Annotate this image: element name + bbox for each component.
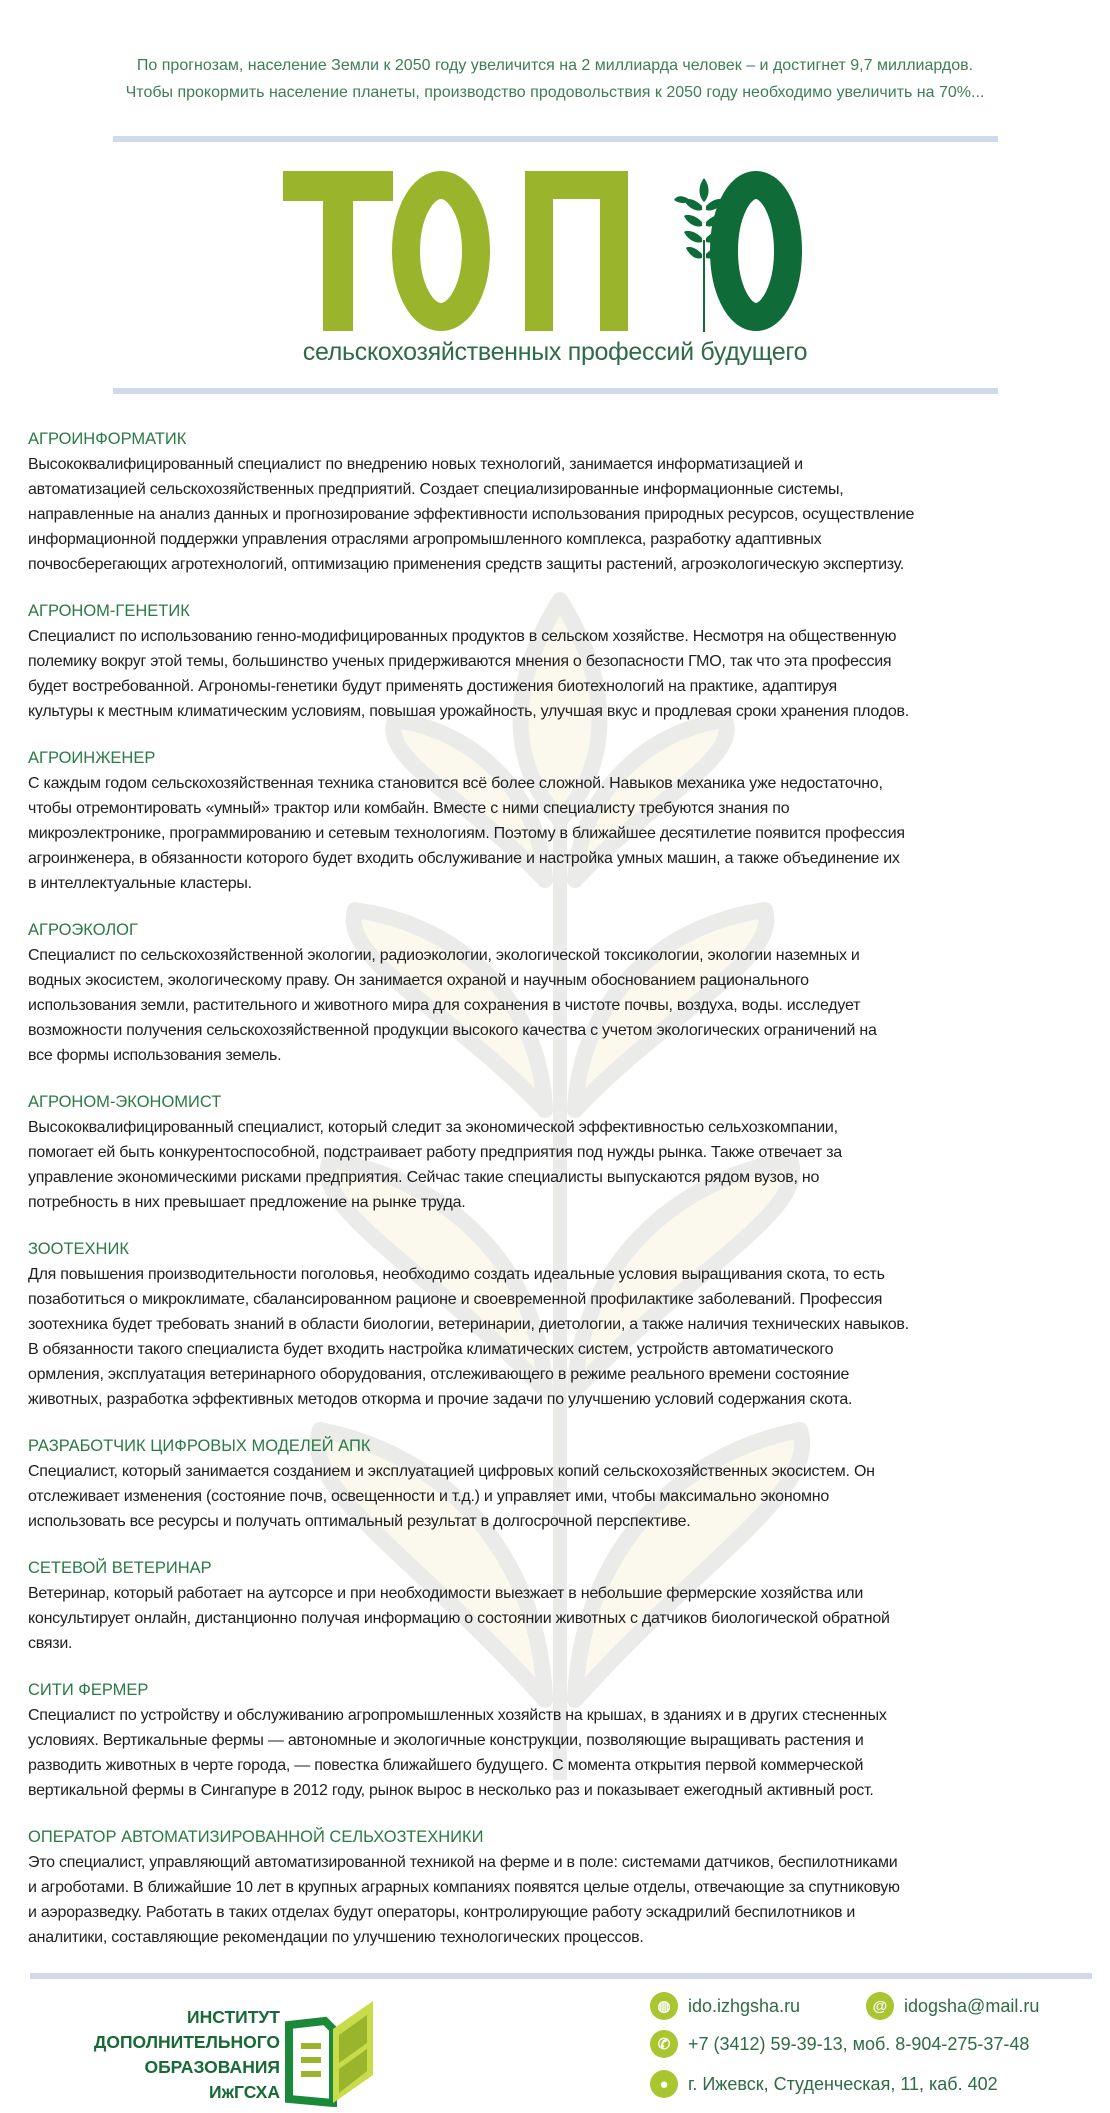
profession-block	[28, 1090, 1098, 1215]
at-icon: @	[866, 1992, 894, 2020]
profession-title: АГРОЭКОЛОГ	[28, 921, 138, 939]
website-link[interactable]	[650, 1992, 800, 2020]
profession-block	[28, 427, 1098, 577]
profession-description-line: Высококвалифицированный специалист по внедрению новых технологий, занимается информатизацией и	[28, 456, 803, 473]
globe-icon: ◍	[650, 1992, 678, 2020]
address-text: г. Ижевск, Студенческая, 11, каб. 402	[688, 2073, 998, 2094]
profession-title: АГРОНОМ-ЭКОНОМИСТ	[28, 1093, 222, 1111]
profession-description-line: В обязанности такого специалиста будет входить настройка климатических систем, устройств автоматического	[28, 1341, 834, 1358]
address	[650, 2070, 998, 2098]
profession-block	[28, 1237, 1098, 1412]
profession-description-line: Высококвалифицированный специалист, который следит за экономической эффективностью сельхозкомпании,	[28, 1119, 838, 1136]
profession-description-line: водных экосистем, экологическому праву. Он занимается охраной и научным обоснованием рационального	[28, 972, 809, 989]
profession-description-line: разводить животных в черте города, — повестка ближайшего будущего. С момента открытия первой коммерческой	[28, 1757, 864, 1774]
profession-description-line: потребность в них превышает предложение на рынке труда.	[28, 1194, 466, 1211]
profession-description-line: Специалист по использованию генно-модифицированных продуктов в сельском хозяйстве. Несмотря на общественную	[28, 628, 897, 645]
profession-description-line: условиях. Вертикальные фермы — автономные и экологичные конструкции, позволяющие выращивать растения и	[28, 1732, 864, 1749]
profession-block	[28, 746, 1098, 896]
profession-description-line: Специалист по устройству и обслуживанию агропромышленных хозяйств на крышах, в зданиях и в других стесненных	[28, 1707, 887, 1724]
profession-description-line: использования земли, растительного и животного мира для сохранения в чистоте почвы, воздуха, воды. исследует	[28, 997, 861, 1014]
profession-description-line: и аэроразведку. Работать в таких отделах будут операторы, контролирующие работу эскадрилий беспилотников и	[28, 1904, 856, 1921]
profession-description-line: культуры к местным климатическим условиям, повышая урожайность, улучшая вкус и продлевая сроки хранения плодов.	[28, 703, 909, 720]
profession-description-line: аналитики, составляющие рекомендации по улучшению технологических процессов.	[28, 1929, 644, 1946]
divider-header	[113, 388, 998, 394]
institute-line: ИНСТИТУТ	[187, 2007, 280, 2027]
profession-description-line: вертикальной фермы в Сингапуре в 2012 году, рынок вырос в несколько раз и показывает ежегодный активный рост.	[28, 1782, 874, 1799]
profession-description-line: отслеживает изменения (состояние почв, освещенности и т.д.) и управляет ими, чтобы максимально экономно	[28, 1488, 830, 1505]
institute-line: ДОПОЛНИТЕЛЬНОГО	[93, 2032, 280, 2052]
profession-description-line: Ветеринар, который работает на аутсорсе и при необходимости выезжает в небольшие фермерские хозяйства или	[28, 1585, 863, 1602]
profession-description-line: направленные на анализ данных и прогнозирование эффективности использования природных ресурсов, осуществление	[28, 506, 915, 523]
logo-subtitle: сельскохозяйственных профессий будущего	[302, 338, 808, 366]
website-text: ido.izhgsha.ru	[688, 1995, 801, 2016]
profession-block	[28, 1434, 1098, 1534]
profession-title: ЗООТЕХНИК	[28, 1240, 129, 1258]
profession-description-line: Специалист, который занимается созданием и эксплуатацией цифровых копий сельскохозяйственных экосистем. Он	[28, 1463, 875, 1480]
profession-title: ОПЕРАТОР АВТОМАТИЗИРОВАННОЙ СЕЛЬХОЗТЕХНИКИ	[28, 1828, 484, 1846]
profession-title: АГРОНОМ-ГЕНЕТИК	[28, 602, 190, 620]
profession-title: АГРОИНФОРМАТИК	[28, 430, 187, 448]
profession-description-line: связи.	[28, 1635, 73, 1652]
profession-description-line: все формы использования земель.	[28, 1047, 282, 1064]
profession-description-line: микроэлектронике, программированию и сетевым технологиям. Поэтому в ближайшее десятилетие появится профессия	[28, 825, 905, 842]
profession-block	[28, 1556, 1098, 1656]
email-link[interactable]	[866, 1992, 1039, 2020]
top10-logo	[0, 0, 1110, 340]
institute-name	[0, 2005, 280, 2105]
profession-description-line: агроинженера, в обязанности которого будет входить обслуживание и настройка умных машин, а также объединение их	[28, 850, 900, 867]
profession-title: РАЗРАБОТЧИК ЦИФРОВЫХ МОДЕЛЕЙ АПК	[28, 1437, 371, 1455]
profession-description-line: Специалист по сельскохозяйственной экологии, радиоэкологии, экологической токсикологии, экологии наземных и	[28, 947, 860, 964]
intro-line-1: По прогнозам, население Земли к 2050 году увеличится на 2 миллиарда человек – и достигнет 9,7 миллиардов.	[136, 57, 974, 74]
profession-block	[28, 1678, 1098, 1803]
profession-block	[28, 918, 1098, 1068]
profession-description-line: С каждым годом сельскохозяйственная техника становится всё более сложной. Навыков механика уже недостаточно,	[28, 775, 883, 792]
profession-description-line: использовать все ресурсы и получать оптимальный результат в долгосрочной перспективе.	[28, 1513, 691, 1530]
profession-description-line: чтобы отремонтировать «умный» трактор или комбайн. Вместе с ними специалисту требуются знания по	[28, 800, 790, 817]
profession-description-line: автоматизацией сельскохозяйственных предприятий. Создает специализированные информационные системы,	[28, 481, 844, 498]
profession-description-line: возможности получения сельскохозяйственной продукции высокого качества с учетом экологических ограничений на	[28, 1022, 877, 1039]
profession-description-line: и агроботами. В ближайшие 10 лет в крупных аграрных компаниях появятся целые отделы, отвечающие за спутниковую	[28, 1879, 900, 1896]
profession-block	[28, 599, 1098, 724]
divider-footer	[30, 1973, 1092, 1979]
institute-line: ОБРАЗОВАНИЯ	[144, 2057, 280, 2077]
profession-description-line: помогает ей быть конкурентоспособной, подстраивает работу предприятия под нужды рынка. Также отвечает за	[28, 1144, 842, 1161]
wheat-icon	[674, 178, 724, 332]
book-icon	[285, 1995, 380, 2107]
intro-line-2: Чтобы прокормить население планеты, производство продовольствия к 2050 году необходимо увеличить на 70%...	[125, 84, 985, 101]
profession-title: АГРОИНЖЕНЕР	[28, 749, 156, 767]
profession-title: СЕТЕВОЙ ВЕТЕРИНАР	[28, 1559, 212, 1577]
profession-description-line: животных, разработка эффективных методов откорма и прочие задачи по улучшению условий содержания скота.	[28, 1391, 853, 1408]
profession-description-line: управление экономическими рисками предприятия. Сейчас такие специалисты выпускаются рядом вузов, но	[28, 1169, 820, 1186]
profession-description-line: будет востребованной. Агрономы-генетики будут применять достижения биотехнологий на практике, адаптируя	[28, 678, 837, 695]
phone-link[interactable]	[650, 2030, 1029, 2058]
profession-description-line: консультирует онлайн, дистанционно получая информацию о состоянии животных с датчиков биологической обратной	[28, 1610, 890, 1627]
email-text: idogsha@mail.ru	[904, 1995, 1040, 2016]
profession-description-line: почвосберегающих агротехнологий, оптимизацию применения средств защиты растений, агроэкологическую экспертизу.	[28, 556, 905, 573]
profession-description-line: полемику вокруг этой темы, большинство ученых придерживаются мнения о безопасности ГМО, так что эта профессия	[28, 653, 892, 670]
profession-description-line: в интеллектуальные кластеры.	[28, 875, 252, 892]
profession-description-line: информационной поддержки управления отраслями агропромышленного комплекса, разработку адаптивных	[28, 531, 822, 548]
profession-description-line: ормления, эксплуатация ветеринарного оборудования, отслеживающего в режиме реального времени состояние	[28, 1366, 850, 1383]
profession-description-line: Это специалист, управляющий автоматизированной техникой на ферме и в поле: системами датчиков, беспилотниками	[28, 1854, 898, 1871]
location-pin-icon: ●	[650, 2070, 678, 2098]
phone-text: +7 (3412) 59-39-13, моб. 8-904-275-37-48	[688, 2033, 1030, 2054]
profession-description-line: Для повышения производительности поголовья, необходимо создать идеальные условия выращивания скота, то есть	[28, 1266, 885, 1283]
profession-title: СИТИ ФЕРМЕР	[28, 1681, 149, 1699]
profession-description-line: позаботиться о микроклимате, сбалансированном рационе и своевременной профилактике заболеваний. Профессия	[28, 1291, 883, 1308]
profession-block	[28, 1825, 1098, 1950]
institute-line: ИжГСХА	[209, 2082, 280, 2102]
profession-description-line: зоотехника будет требовать знаний в области биологии, ветеринарии, диетологии, а также наличия технических навыков.	[28, 1316, 909, 1333]
professions-list	[28, 427, 1098, 1972]
phone-icon: ✆	[650, 2030, 678, 2058]
